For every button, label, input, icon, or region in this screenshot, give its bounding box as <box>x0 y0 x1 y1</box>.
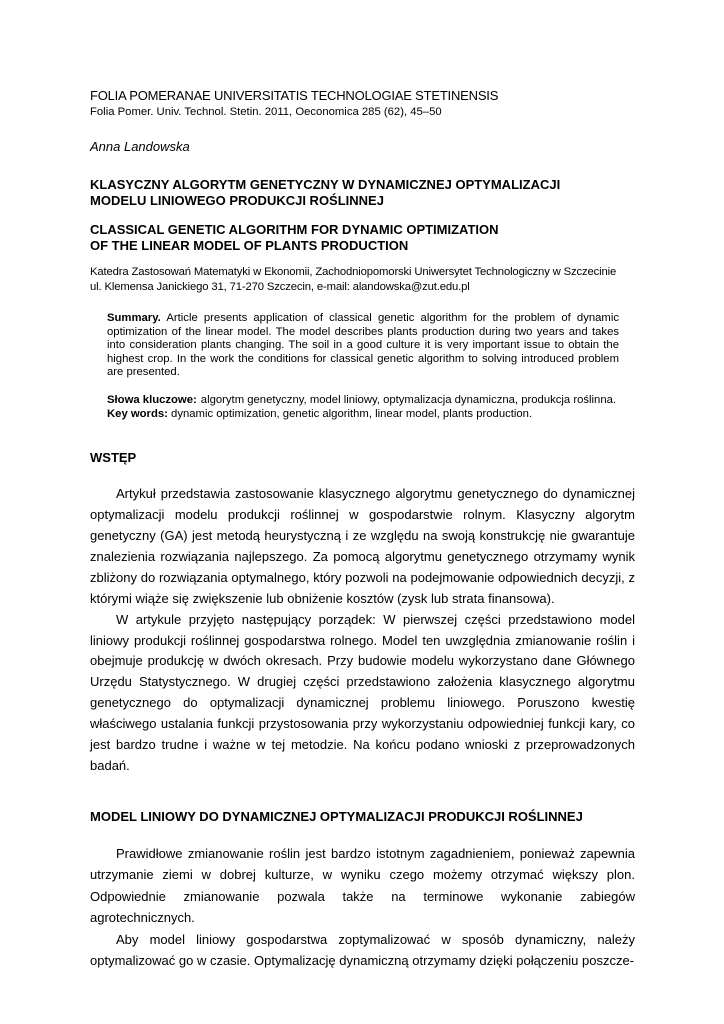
author-name: Anna Landowska <box>90 139 190 154</box>
affiliation-address: ul. Klemensa Janickiego 31, 71-270 Szczecin, e-mail: alandowska@zut.edu.pl <box>90 281 470 293</box>
body-paragraph: Artykuł przedstawia zastosowanie klasycznego algorytmu genetycznego do dynamicznej optymalizacji modelu produkcji roślinnej w gospodarstwie rolnym. Klasyczny algorytm genetyczny (GA) jest metodą heurystyczną i ze względu na swoją konstrukcję nie gwarantuje znalezienia rozwiązania najlepszego. Za pomocą algorytmu genetycznego otrzymamy wynik zbliżony do rozwiązania optymalnego, który pozwoli na podejmowanie odpowiednich decyzji, z którymi wiąże się zwiększenie lub obniżenie kosztów (zysk lub strata finansowa). <box>90 486 635 606</box>
affiliation <box>90 265 635 295</box>
section-heading: MODEL LINIOWY DO DYNAMICZNEJ OPTYMALIZACJI PRODUKCJI ROŚLINNEJ <box>90 808 583 824</box>
keywords-english-text: dynamic optimization, genetic algorithm, linear model, plants production. <box>171 407 533 420</box>
section-body <box>90 843 635 972</box>
summary-label: Summary. <box>107 312 161 324</box>
journal-title: FOLIA POMERANAE UNIVERSITATIS TECHNOLOGIAE STETINENSIS <box>90 88 499 103</box>
title-english-line: CLASSICAL GENETIC ALGORITHM FOR DYNAMIC OPTIMIZATION <box>90 222 499 237</box>
body-paragraph: Prawidłowe zmianowanie roślin jest bardzo istotnym zagadnieniem, ponieważ zapewnia utrzymanie ziemi w dobrej kulturze, w wyniku czego możemy otrzymać większy plon. Odpowiednie zmianowanie pozwala także na terminowe wykonanie zabiegów agrotechnicznych. <box>90 845 635 926</box>
body-paragraph: Aby model liniowy gospodarstwa zoptymalizować w sposób dynamiczny, należy optymalizować go w czasie. Optymalizację dynamiczną otrzymamy dzięki połączeniu poszcze- <box>90 931 635 969</box>
summary-block <box>107 312 619 380</box>
affiliation-line: Katedra Zastosowań Matematyki w Ekonomii, Zachodniopomorski Uniwersytet Technologiczny w Szczecinie <box>90 266 617 278</box>
keywords-english <box>107 408 619 422</box>
keywords-block <box>107 394 619 421</box>
title-polish <box>90 177 635 209</box>
section-heading: WSTĘP <box>90 450 137 466</box>
keywords-polish <box>107 394 619 408</box>
keywords-polish-text: algorytm genetyczny, model liniowy, optymalizacja dynamiczna, produkcja roślinna. <box>200 393 617 406</box>
title-polish-line: MODELU LINIOWEGO PRODUKCJI ROŚLINNEJ <box>90 193 384 208</box>
paper-page <box>90 88 635 972</box>
title-english-line: OF THE LINEAR MODEL OF PLANTS PRODUCTION <box>90 238 409 253</box>
body-paragraph: W artykule przyjęto następujący porządek: W pierwszej części przedstawiono model liniowy produkcji roślinnej gospodarstwa rolnego. Model ten uwzględnia zmianowanie roślin i obejmuje produkcję w dwóch okresach. Przy budowie modelu wykorzystano dane Głównego Urzędu Statystycznego. W drugiej części przedstawiono założenia klasycznego algorytmu genetycznego do optymalizacji dynamicznej problemu liniowego. Poruszono kwestię właściwego ustalania funkcji przystosowania przy wykorzystaniu odpowiedniej funkcji kary, co jest bardzo trudne i ważne w tej metodzie. Na końcu podano wnioski z przeprowadzonych badań. <box>90 611 635 773</box>
journal-citation: Folia Pomer. Univ. Technol. Stetin. 2011, Oeconomica 285 (62), 45–50 <box>90 106 442 118</box>
keywords-english-label: Key words: <box>107 407 168 420</box>
title-polish-line: KLASYCZNY ALGORYTM GENETYCZNY W DYNAMICZNEJ OPTYMALIZACJI <box>90 177 561 192</box>
section-body <box>90 484 635 777</box>
summary-text: Article presents application of classical genetic algorithm for the problem of dynamic optimization of the linear model. The model describes plants production during two years and takes into consideration plants changing. The soil in a good culture it is very important issue to obtain the highest crop. In the work the conditions for classical genetic algorithm to solving introduced problem are presented. <box>107 312 619 379</box>
keywords-polish-label: Słowa kluczowe: <box>107 393 197 406</box>
title-english <box>90 222 635 254</box>
